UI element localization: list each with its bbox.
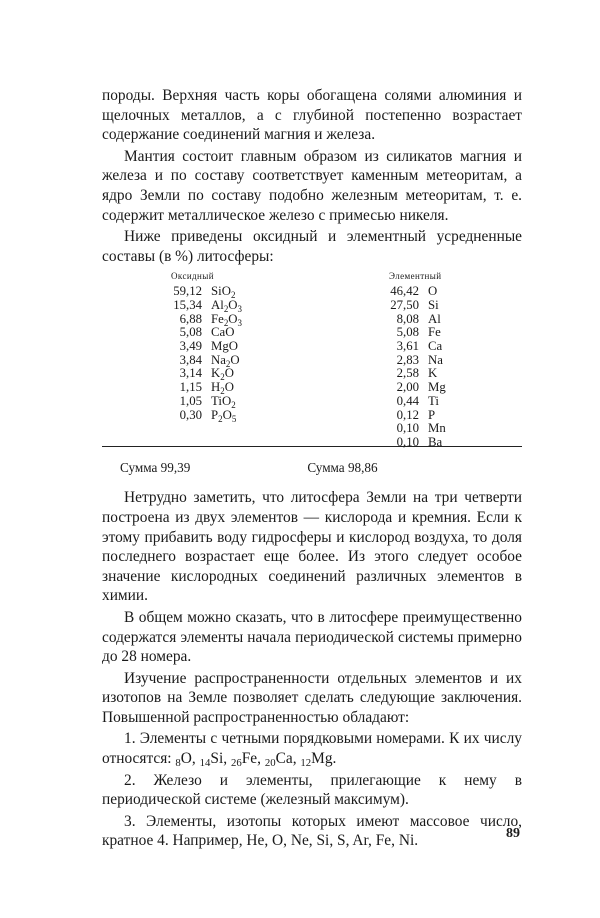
element-value: 46,42: [390, 284, 419, 299]
oxide-row: [168, 409, 242, 423]
formula-subscript: 2: [223, 304, 229, 315]
composition-table: [102, 270, 522, 450]
oxide-formula: SiO$_2$: [211, 284, 236, 301]
oxide-value: 3,84: [179, 352, 202, 367]
formula-subscript: 2: [225, 358, 231, 369]
paragraph-crust: породы. Верхняя часть коры обогащена солями алюминия и щелочных металлов, а с глубиной постепенно возрастает содержание соединений магния и железа.: [102, 87, 522, 144]
element-symbol: Al: [428, 311, 441, 326]
list-item-iron-maximum: 2. Железо и элементы, прилегающие к нему в периодической системе (железный максимум).: [102, 771, 522, 809]
atomic-number: 26: [230, 757, 242, 770]
element-symbol: Si: [428, 298, 439, 313]
atomic-number: 20: [264, 757, 276, 770]
element-value: 3,61: [396, 339, 419, 354]
element-symbol: Ca: [275, 750, 293, 768]
element-symbol: Mg: [311, 750, 333, 768]
oxide-value: 59,12: [173, 284, 202, 299]
oxide-row: [168, 299, 242, 313]
atomic-number: 12: [300, 757, 312, 770]
oxide-row: [168, 381, 242, 395]
paragraph-mantle: Мантия состоит главным образом из силикатов магния и железа и по составу соответствует каменным метеоритам, а ядро Земли по составу подобно железным метеоритам, т. е. содержит металлическое железо с примесью никеля.: [102, 147, 522, 224]
oxide-row: [168, 367, 242, 381]
element-value: 0,10: [396, 421, 419, 436]
oxide-row: [168, 313, 242, 327]
oxide-formula: CaO: [211, 325, 235, 340]
oxide-row: [168, 340, 242, 354]
element-value: 0,10: [396, 434, 419, 449]
list-item-even-text: 1. Элементы с четными порядковыми номерами. К их числу относятся:: [102, 730, 522, 768]
oxide-formula: $H_2O$: [211, 380, 234, 397]
oxide-value: 6,88: [179, 311, 202, 326]
formula-subscript: 2: [223, 317, 229, 328]
element-symbol: Mn: [428, 421, 446, 436]
formula-subscript: 2: [231, 399, 236, 410]
oxide-sum: Сумма 99,39: [120, 460, 191, 476]
oxide-column-header: Оксидный: [171, 271, 214, 282]
element-symbol: Mg: [428, 380, 446, 395]
oxide-formula: $Na_2O$: [211, 352, 240, 369]
element-row: [385, 313, 446, 327]
oxide-value: 15,34: [173, 298, 202, 313]
formula-subscript: 3: [237, 304, 243, 315]
oxide-row: [168, 285, 242, 299]
element-value: 2,00: [396, 380, 419, 395]
element-value: 2,58: [396, 366, 419, 381]
atomic-number: 8: [175, 757, 181, 770]
oxide-value: 1,15: [179, 380, 202, 395]
oxide-value: 5,08: [179, 325, 202, 340]
element-symbol: K: [428, 366, 438, 381]
oxide-formula: MgO: [211, 339, 239, 354]
oxide-row: [168, 395, 242, 409]
element-value: 5,08: [396, 325, 419, 340]
oxide-value: 3,14: [179, 366, 202, 381]
oxide-value: 3,49: [179, 339, 202, 354]
page-body: [102, 86, 522, 851]
paragraph-periodic: В общем можно сказать, что в литосфере преимущественно содержатся элементы начала периодической системы примерно до 28 номера.: [102, 608, 522, 666]
element-symbol: Fe: [241, 750, 258, 768]
oxide-formula: TiO$_2$: [211, 393, 236, 410]
formula-subscript: 2: [220, 386, 225, 397]
element-row: [385, 436, 446, 450]
formula-subscript: 2: [230, 290, 236, 301]
element-row: [385, 299, 446, 313]
formula-subscript: 3: [237, 317, 243, 328]
oxide-formula: $Al_2O_3$: [211, 298, 243, 315]
element-row: [385, 395, 446, 409]
oxide-row: [168, 354, 242, 368]
element-row: [385, 285, 446, 299]
element-symbol: Fe: [428, 325, 441, 340]
element-symbol: O: [428, 284, 438, 299]
oxide-column: [168, 285, 242, 422]
table-divider: [102, 446, 522, 447]
element-row: [385, 422, 446, 436]
oxide-formula: $P_2O_5$: [211, 407, 237, 424]
element-symbol: Ba: [428, 434, 443, 449]
oxide-row: [168, 326, 242, 340]
element-symbol: Na: [428, 352, 443, 367]
paragraph-abundance: Изучение распространенности отдельных элементов и их изотопов на Земле позволяет сделать следующие заключения. Повышенной распространенностью обладают:: [102, 669, 522, 726]
element-value: 0,44: [396, 393, 419, 408]
formula-subscript: 2: [218, 413, 223, 424]
formula-subscript: 5: [231, 413, 237, 424]
element-sum: Сумма 98,86: [307, 460, 378, 476]
element-row: [385, 367, 446, 381]
element-column: [385, 285, 446, 449]
paragraph-oxygen-silicon: Нетрудно заметить, что литосфера Земли на три четверти построена из двух элементов — кислорода и кремния. Если к этому прибавить воду гидросферы и кислород воздуха, то доля последнего возрастает еще более. Из этого следует особое значение кислородных соединений различных элементов в химии.: [102, 489, 522, 605]
element-row: [385, 354, 446, 368]
element-symbol: Ca: [428, 339, 443, 354]
formula-subscript: 2: [220, 372, 225, 383]
list-item-even-numbers: [102, 729, 522, 768]
element-value: 0,12: [396, 407, 419, 422]
page-number: 89: [506, 826, 520, 841]
element-value: 2,83: [396, 352, 419, 367]
element-symbol: O: [180, 750, 192, 768]
oxide-formula: $Fe_2O_3$: [211, 311, 243, 328]
element-row: [385, 409, 446, 423]
element-row: [385, 340, 446, 354]
element-row: [385, 326, 446, 340]
list-item-mass-four: 3. Элементы, изотопы которых имеют массовое число, кратное 4. Например, He, O, Ne, Si, S, Ar, Fe, Ni.: [102, 812, 522, 850]
oxide-value: 1,05: [179, 393, 202, 408]
element-value: 27,50: [390, 298, 419, 313]
element-symbol: P: [428, 407, 436, 422]
atomic-number: 14: [199, 757, 211, 770]
oxide-value: 0,30: [179, 407, 202, 422]
table-sums: [120, 460, 522, 476]
element-symbol: Ti: [428, 393, 439, 408]
element-row: [385, 381, 446, 395]
element-value: 8,08: [396, 311, 419, 326]
paragraph-table-intro: Ниже приведены оксидный и элементный усредненные составы (в %) литосферы:: [102, 228, 522, 265]
element-column-header: Элементный: [389, 271, 442, 282]
isotope-list: $_8$O, $_{14}$Si, $_{26}$Fe, $_{20}$Ca, $_{12}$Mg.: [175, 750, 337, 770]
oxide-formula: $K_2O$: [211, 366, 234, 383]
element-symbol: Si: [210, 750, 224, 768]
